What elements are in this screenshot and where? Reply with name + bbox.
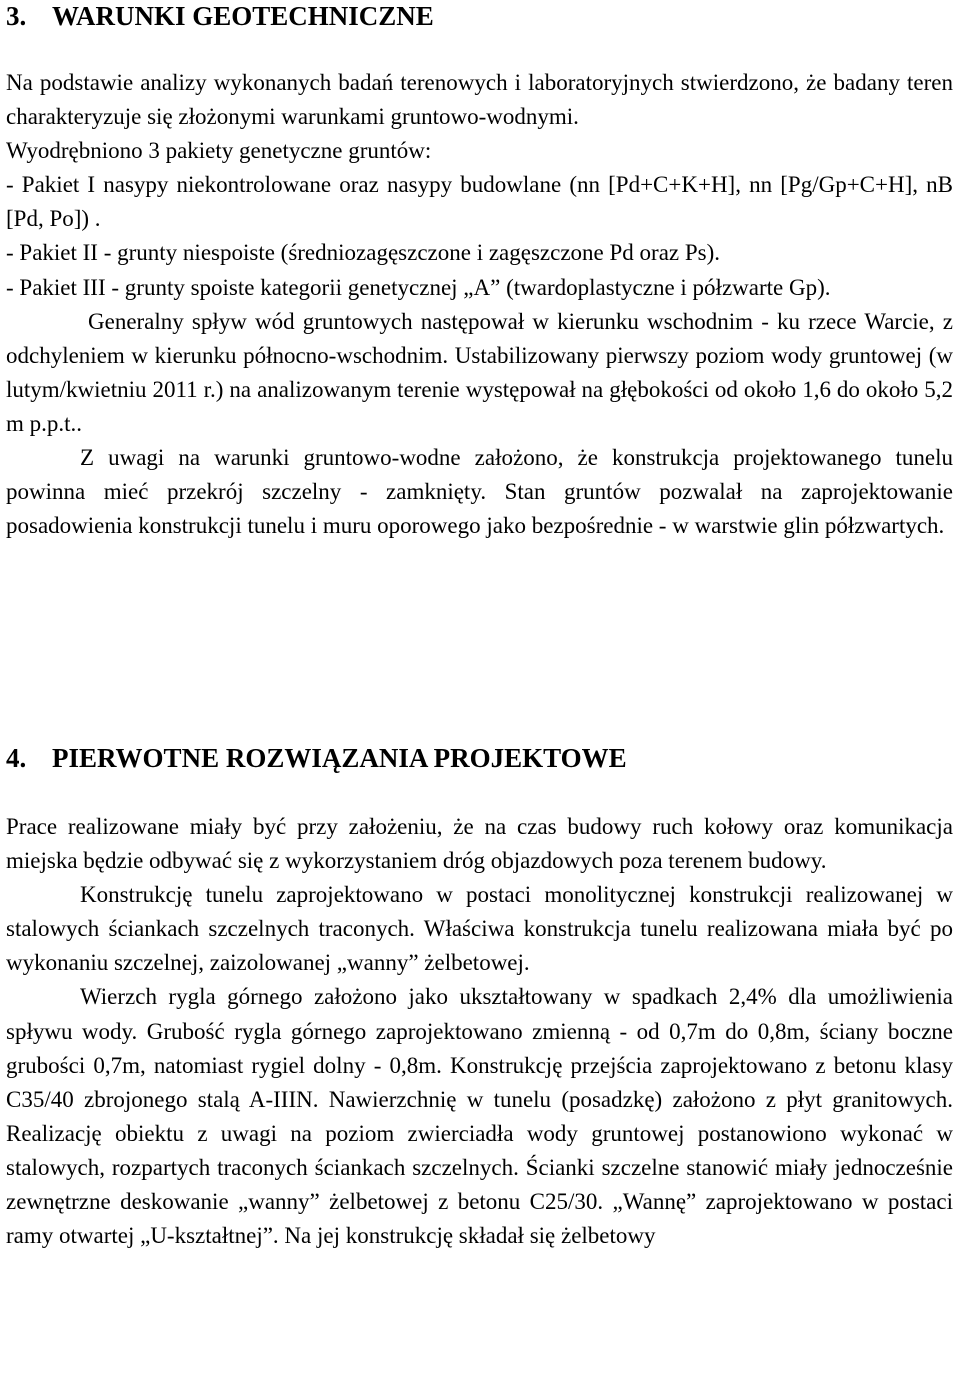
section-3-number: 3. bbox=[6, 1, 27, 31]
section-4-paragraph-1: Prace realizowane miały być przy założeniu, że na czas budowy ruch kołowy oraz komunikacja miejska będzie odbywać się z wykorzystaniem dróg objazdowych poza terenem budowy. bbox=[6, 814, 953, 874]
section-4-paragraph-3: Wierzch rygla górnego założono jako ukształtowany w spadkach 2,4% dla umożliwienia spływu wody. Grubość rygla górnego zaprojektowano zmienną - od 0,7m do 0,8m, ściany boczne grubości 0,7m, natomiast rygiel dolny - 0,8m. Konstrukcję przejścia zaprojektowano z betonu klasy C35/40 zbrojonego stalą A-IIIN. Nawierzchnię w tunelu (posadzkę) założono z płyt granitowych. Realizację obiektu z uwagi na poziom zwierciadła wody gruntowej postanowiono wykonać w stalowych, rozpartych traconych ściankach szczelnych. Ścianki szczelne stanowić miały jednocześnie zewnętrzne deskowanie „wanny” żelbetowej z betonu C25/30. „Wannę” zaprojektowano w postaci ramy otwartej „U-kształtnej”. Na jej konstrukcję składał się żelbetowy bbox=[6, 984, 953, 1249]
section-4-number: 4. bbox=[6, 743, 27, 773]
package-1: - Pakiet I nasypy niekontrolowane oraz nasypy budowlane (nn [Pd+C+K+H], nn [Pg/Gp+C+H], nB [Pd, Po]) . bbox=[6, 172, 953, 232]
section-3-intro: Na podstawie analizy wykonanych badań terenowych i laboratoryjnych stwierdzono, że badany teren charakteryzuje się złożonymi warunkami gruntowo-wodnymi. bbox=[6, 70, 953, 130]
section-3-title: WARUNKI GEOTECHNICZNE bbox=[52, 1, 434, 31]
package-3: - Pakiet III - grunty spoiste kategorii genetycznej „A” (twardoplastyczne i półzwarte Gp). bbox=[6, 274, 831, 300]
section-3-heading bbox=[6, 0, 434, 32]
groundwater-paragraph: Generalny spływ wód gruntowych następował w kierunku wschodnim - ku rzece Warcie, z odchyleniem w kierunku północno-wschodnim. Ustabilizowany pierwszy poziom wody gruntowej (w lutym/kwietniu 2011 r.) na analizowanym terenie występował na głębokości od około 1,6 do około 5,2 m p.p.t.. bbox=[6, 308, 953, 436]
section-4-paragraph-2: Konstrukcję tunelu zaprojektowano w postaci monolitycznej konstrukcji realizowanej w stalowych ściankach szczelnych traconych. Właściwa konstrukcja tunelu realizowana miała być po wykonaniu szczelnej, zaizolowanej „wanny” żelbetowej. bbox=[6, 882, 953, 976]
section-4-body bbox=[6, 810, 953, 1253]
section-3-body bbox=[6, 66, 953, 543]
section-4-title: PIERWOTNE ROZWIĄZANIA PROJEKTOWE bbox=[52, 743, 627, 773]
section-3-packages-intro: Wyodrębniono 3 pakiety genetyczne gruntów: bbox=[6, 138, 432, 164]
package-2: - Pakiet II - grunty niespoiste (średniozagęszczone i zagęszczone Pd oraz Ps). bbox=[6, 240, 721, 266]
section-4-heading bbox=[6, 742, 627, 774]
design-conditions-paragraph: Z uwagi na warunki gruntowo-wodne założono, że konstrukcja projektowanego tunelu powinna mieć przekrój szczelny - zamknięty. Stan gruntów pozwalał na zaprojektowanie posadowienia konstrukcji tunelu i muru oporowego jako bezpośrednie - w warstwie glin półzwartych. bbox=[6, 445, 953, 539]
